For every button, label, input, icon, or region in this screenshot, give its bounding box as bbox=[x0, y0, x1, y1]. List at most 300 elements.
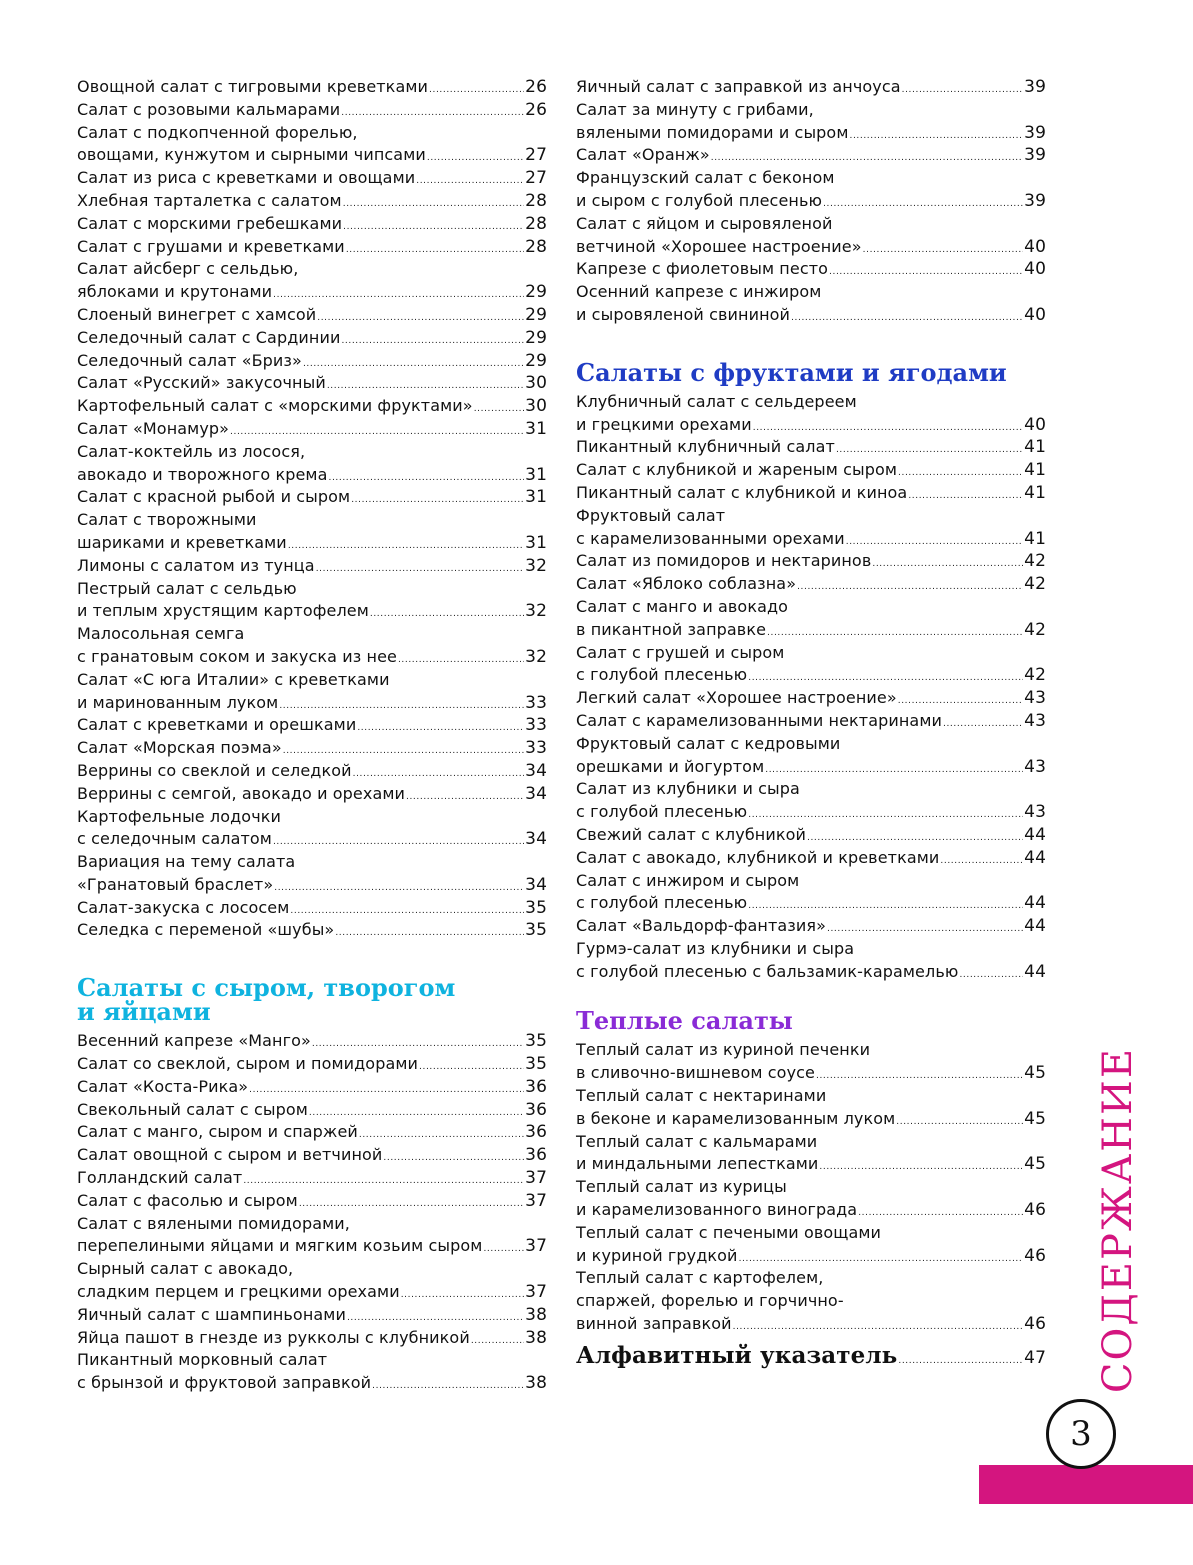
entry-line bbox=[576, 1290, 1046, 1313]
entry-line-with-page bbox=[576, 619, 1046, 642]
entry-page-number: 44 bbox=[1024, 961, 1046, 982]
entry-page-number: 40 bbox=[1024, 304, 1046, 325]
entry-title: Теплый салат с кальмарами bbox=[576, 1131, 818, 1151]
toc-entry[interactable] bbox=[576, 1222, 1046, 1268]
entry-line-with-page bbox=[576, 1062, 1046, 1085]
entry-page-number: 35 bbox=[525, 1054, 547, 1075]
entry-title: Салат с морскими гребешками bbox=[77, 213, 343, 233]
toc-entry[interactable] bbox=[576, 550, 1046, 573]
entry-line bbox=[77, 258, 547, 281]
entry-title: орешками и йогуртом bbox=[576, 756, 765, 776]
entry-page-number: 32 bbox=[525, 601, 547, 622]
toc-entry[interactable] bbox=[576, 76, 1046, 99]
dot-leader bbox=[406, 786, 524, 809]
entry-title: с карамелизованными орехами bbox=[576, 528, 845, 548]
entry-line-with-page bbox=[77, 190, 547, 213]
entry-line bbox=[576, 281, 1046, 304]
entry-title: Голландский салат bbox=[77, 1168, 243, 1188]
toc-entry[interactable] bbox=[576, 573, 1046, 596]
toc-entry[interactable] bbox=[77, 304, 547, 327]
toc-entry[interactable] bbox=[77, 623, 547, 669]
toc-entry[interactable] bbox=[576, 213, 1046, 259]
toc-entry[interactable] bbox=[77, 441, 547, 487]
entry-page-number: 42 bbox=[1024, 619, 1046, 640]
dot-leader bbox=[943, 713, 1023, 736]
entry-line-with-page bbox=[576, 1313, 1046, 1336]
entry-line-with-page bbox=[576, 550, 1046, 573]
entry-page-number: 44 bbox=[1024, 893, 1046, 914]
entry-line-with-page bbox=[576, 687, 1046, 710]
dot-leader bbox=[401, 1284, 524, 1307]
toc-entry[interactable] bbox=[576, 281, 1046, 327]
toc-entry[interactable] bbox=[77, 167, 547, 190]
section-heading-warm: Теплые салаты bbox=[576, 1006, 793, 1036]
toc-entry[interactable] bbox=[77, 555, 547, 578]
entry-page-number: 44 bbox=[1024, 916, 1046, 937]
entry-page-number: 36 bbox=[525, 1122, 547, 1143]
entry-title: Салат с манго, сыром и спаржей bbox=[77, 1122, 358, 1142]
page-number-band bbox=[979, 1465, 1193, 1504]
entry-page-number: 28 bbox=[525, 213, 547, 234]
toc-entry[interactable] bbox=[77, 1167, 547, 1190]
entry-title: Салат-коктейль из лосося, bbox=[77, 441, 306, 461]
dot-leader bbox=[328, 467, 524, 490]
toc-entry[interactable] bbox=[77, 1304, 547, 1327]
entry-page-number: 29 bbox=[525, 350, 547, 371]
entry-page-number: 33 bbox=[525, 738, 547, 759]
toc-left-column bbox=[77, 76, 547, 1395]
entry-page-number: 34 bbox=[525, 829, 547, 850]
dot-leader bbox=[816, 1065, 1023, 1088]
entry-line bbox=[576, 870, 1046, 893]
toc-entry[interactable] bbox=[77, 1053, 547, 1076]
entry-line bbox=[576, 778, 1046, 801]
entry-title: Салат с карамелизованными нектаринами bbox=[576, 710, 942, 730]
toc-entry[interactable] bbox=[77, 190, 547, 213]
entry-title: с гранатовым соком и закуска из нее bbox=[77, 646, 397, 666]
toc-entry[interactable] bbox=[576, 459, 1046, 482]
entry-page-number: 40 bbox=[1024, 236, 1046, 257]
toc-entry[interactable] bbox=[77, 1121, 547, 1144]
entry-title: Салат «Коста-Рика» bbox=[77, 1076, 249, 1096]
entry-page-number: 42 bbox=[1024, 574, 1046, 595]
side-label-text: СОДЕРЖАНИЕ bbox=[1095, 1046, 1141, 1394]
toc-entry[interactable] bbox=[77, 1190, 547, 1213]
entry-line-with-page bbox=[576, 304, 1046, 327]
entry-title: Салат с грушей и сыром bbox=[576, 642, 785, 662]
entry-title: Салат «Монамур» bbox=[77, 418, 230, 438]
toc-entry[interactable] bbox=[77, 1258, 547, 1304]
toc-entry[interactable] bbox=[576, 915, 1046, 938]
toc-entry[interactable] bbox=[576, 847, 1046, 870]
entry-line-with-page bbox=[576, 122, 1046, 145]
entry-line-with-page bbox=[77, 418, 547, 441]
entry-title: Пикантный морковный салат bbox=[77, 1350, 328, 1370]
entry-title: и сыром с голубой плесенью bbox=[576, 190, 823, 210]
entry-line-with-page bbox=[576, 710, 1046, 733]
dot-leader bbox=[858, 1202, 1023, 1225]
entry-title: Малосольная семга bbox=[77, 624, 245, 644]
entry-line-with-page bbox=[77, 1076, 547, 1099]
toc-list-right-a bbox=[576, 76, 1046, 327]
dot-leader bbox=[902, 79, 1024, 102]
entry-title: Овощной салат с тигровыми креветками bbox=[77, 77, 429, 96]
toc-entry[interactable] bbox=[77, 372, 547, 395]
entry-line-with-page bbox=[576, 144, 1046, 167]
toc-entry[interactable] bbox=[77, 258, 547, 304]
entry-page-number: 37 bbox=[525, 1236, 547, 1257]
toc-list-left-a bbox=[77, 76, 547, 942]
dot-leader bbox=[370, 603, 524, 626]
toc-entry[interactable] bbox=[576, 505, 1046, 551]
entry-page-number: 44 bbox=[1024, 824, 1046, 845]
entry-line-with-page bbox=[576, 436, 1046, 459]
toc-entry[interactable] bbox=[576, 710, 1046, 733]
toc-entry[interactable] bbox=[576, 99, 1046, 145]
entry-title: Селедочный салат с Сардинии bbox=[77, 327, 341, 347]
entry-title: Салат «Яблоко соблазна» bbox=[576, 574, 797, 594]
entry-page-number: 40 bbox=[1024, 414, 1046, 435]
entry-line-with-page bbox=[77, 737, 547, 760]
entry-line-with-page bbox=[77, 1281, 547, 1304]
entry-title: в пикантной заправке bbox=[576, 619, 767, 639]
entry-line-with-page bbox=[77, 213, 547, 236]
entry-line bbox=[576, 1176, 1046, 1199]
toc-entry[interactable] bbox=[576, 596, 1046, 642]
toc-entry[interactable] bbox=[576, 391, 1046, 437]
toc-entry[interactable] bbox=[576, 1267, 1046, 1335]
dot-leader bbox=[850, 125, 1024, 148]
entry-title: Веррины с семгой, авокадо и орехами bbox=[77, 783, 406, 803]
entry-line-with-page bbox=[77, 1190, 547, 1213]
entry-page-number: 34 bbox=[525, 874, 547, 895]
entry-title: Салат с вялеными помидорами, bbox=[77, 1213, 350, 1233]
section-gap bbox=[77, 942, 547, 972]
entry-title: Пикантный клубничный салат bbox=[576, 437, 835, 457]
entry-page-number: 42 bbox=[1024, 551, 1046, 572]
entry-line-with-page bbox=[77, 828, 547, 851]
section-gap bbox=[576, 327, 1046, 357]
toc-entry[interactable] bbox=[77, 806, 547, 852]
toc-entry[interactable] bbox=[576, 144, 1046, 167]
entry-line-with-page bbox=[576, 961, 1046, 984]
entry-page-number: 27 bbox=[525, 145, 547, 166]
entry-line bbox=[576, 391, 1046, 414]
toc-entry[interactable] bbox=[576, 1176, 1046, 1222]
entry-title: и теплым хрустящим картофелем bbox=[77, 601, 369, 621]
entry-line bbox=[77, 509, 547, 532]
dot-leader bbox=[316, 558, 524, 581]
entry-line bbox=[77, 122, 547, 145]
entry-title: Салат с яйцом и сыровяленой bbox=[576, 213, 833, 233]
entry-line bbox=[77, 1258, 547, 1281]
entry-title: Салат за минуту с грибами, bbox=[576, 99, 814, 119]
toc-entry[interactable] bbox=[576, 642, 1046, 688]
dot-leader bbox=[791, 307, 1023, 330]
entry-page-number: 37 bbox=[525, 1190, 547, 1211]
entry-line bbox=[77, 441, 547, 464]
entry-line bbox=[576, 505, 1046, 528]
toc-entry[interactable] bbox=[77, 897, 547, 920]
dot-leader bbox=[863, 239, 1024, 262]
dot-leader bbox=[351, 489, 524, 512]
entry-line-with-page bbox=[576, 236, 1046, 259]
toc-entry[interactable] bbox=[77, 783, 547, 806]
toc-entry[interactable] bbox=[77, 213, 547, 236]
entry-line bbox=[576, 213, 1046, 236]
toc-entry[interactable] bbox=[77, 236, 547, 259]
entry-title: Салат айсберг с сельдью, bbox=[77, 259, 299, 279]
entry-page-number: 45 bbox=[1024, 1063, 1046, 1084]
toc-entry[interactable] bbox=[77, 669, 547, 715]
toc-entry[interactable] bbox=[77, 1099, 547, 1122]
entry-line-with-page bbox=[77, 760, 547, 783]
dot-leader bbox=[765, 759, 1023, 782]
dot-leader bbox=[819, 1156, 1023, 1179]
entry-page-number: 45 bbox=[1024, 1108, 1046, 1129]
entry-title: Капрезе с фиолетовым песто bbox=[576, 259, 829, 279]
toc-entry[interactable] bbox=[77, 486, 547, 509]
toc-entry[interactable] bbox=[576, 870, 1046, 916]
entry-line-with-page bbox=[77, 714, 547, 737]
section-gap bbox=[576, 983, 1046, 1005]
entry-page-number: 44 bbox=[1024, 847, 1046, 868]
dot-leader bbox=[483, 1238, 524, 1261]
toc-entry[interactable] bbox=[77, 99, 547, 122]
entry-title: спаржей, форелью и горчично- bbox=[576, 1291, 844, 1311]
toc-entry[interactable] bbox=[77, 1030, 547, 1053]
entry-page-number: 26 bbox=[525, 99, 547, 120]
toc-entry[interactable] bbox=[77, 714, 547, 737]
dot-leader bbox=[898, 462, 1023, 485]
dot-leader bbox=[908, 485, 1023, 508]
entry-title: с голубой плесенью с бальзамик-карамелью bbox=[576, 961, 959, 981]
entry-line-with-page bbox=[77, 783, 547, 806]
toc-entry[interactable] bbox=[77, 851, 547, 897]
entry-title: Слоеный винегрет с хамсой bbox=[77, 304, 317, 324]
entry-title: Яичный салат с шампиньонами bbox=[77, 1304, 346, 1324]
dot-leader bbox=[273, 831, 524, 854]
toc-entry[interactable] bbox=[576, 778, 1046, 824]
entry-title: и грецкими орехами bbox=[576, 414, 752, 434]
entry-line-with-page bbox=[576, 459, 1046, 482]
entry-page-number: 47 bbox=[1024, 1347, 1046, 1368]
entry-title: Алфавитный указатель bbox=[576, 1341, 898, 1369]
entry-line-with-page bbox=[77, 692, 547, 715]
entry-line-with-page bbox=[77, 646, 547, 669]
dot-leader bbox=[341, 102, 524, 125]
entry-title: Теплый салат с печеными овощами bbox=[576, 1222, 882, 1242]
entry-title: Весенний капрезе «Манго» bbox=[77, 1031, 311, 1051]
dot-leader bbox=[474, 398, 524, 421]
toc-entry[interactable] bbox=[77, 1327, 547, 1350]
entry-page-number: 28 bbox=[525, 236, 547, 257]
entry-title: в беконе и карамелизованным луком bbox=[576, 1108, 896, 1128]
entry-title: с голубой плесенью bbox=[576, 802, 748, 822]
entry-line-with-page bbox=[77, 1099, 547, 1122]
entry-page-number: 37 bbox=[525, 1282, 547, 1303]
entry-title: Фруктовый салат bbox=[576, 505, 726, 525]
dot-leader bbox=[341, 330, 524, 353]
entry-title: с голубой плесенью bbox=[576, 665, 748, 685]
entry-title: Селедка с переменой «шубы» bbox=[77, 920, 335, 940]
dot-leader bbox=[317, 307, 524, 330]
entry-title: Салат с авокадо, клубникой и креветками bbox=[576, 847, 940, 867]
dot-leader bbox=[959, 964, 1023, 987]
entry-title: Теплый салат из курицы bbox=[576, 1177, 787, 1197]
dot-leader bbox=[427, 147, 524, 170]
entry-page-number: 36 bbox=[525, 1145, 547, 1166]
entry-title: ветчиной «Хорошее настроение» bbox=[576, 236, 862, 256]
entry-title: вялеными помидорами и сыром bbox=[576, 122, 849, 142]
toc-entry[interactable] bbox=[576, 824, 1046, 847]
toc-entry[interactable] bbox=[576, 687, 1046, 710]
entry-page-number: 41 bbox=[1024, 528, 1046, 549]
entry-line-with-page bbox=[77, 1327, 547, 1350]
entry-title: Салат овощной с сыром и ветчиной bbox=[77, 1145, 383, 1165]
toc-entry[interactable] bbox=[576, 1131, 1046, 1177]
entry-title: Гурмэ-салат из клубники и сыра bbox=[576, 938, 855, 958]
entry-line-with-page bbox=[77, 304, 547, 327]
entry-page-number: 43 bbox=[1024, 802, 1046, 823]
entry-line-with-page bbox=[576, 847, 1046, 870]
entry-line-with-page bbox=[77, 600, 547, 623]
entry-title: Салат «Русский» закусочный bbox=[77, 373, 326, 393]
entry-title: и сыровяленой свининой bbox=[576, 304, 791, 324]
toc-entry[interactable] bbox=[77, 327, 547, 350]
entry-line-with-page bbox=[77, 1167, 547, 1190]
entry-title: Сырный салат с авокадо, bbox=[77, 1259, 294, 1279]
heading-line: и яйцами bbox=[77, 997, 211, 1027]
entry-title: овощами, кунжутом и сырными чипсами bbox=[77, 145, 426, 165]
toc-entry[interactable] bbox=[77, 578, 547, 624]
toc-entry[interactable] bbox=[77, 1349, 547, 1395]
entry-title: Салат с грушами и креветками bbox=[77, 236, 345, 256]
toc-entry[interactable] bbox=[77, 76, 547, 99]
entry-title: Картофельный салат с «морскими фруктами» bbox=[77, 396, 473, 416]
entry-line-with-page bbox=[576, 482, 1046, 505]
toc-entry[interactable] bbox=[77, 1213, 547, 1259]
entry-line bbox=[576, 167, 1046, 190]
entry-line-with-page bbox=[576, 824, 1046, 847]
entry-title: Вариация на тему салата bbox=[77, 852, 296, 872]
toc-entry[interactable] bbox=[77, 1144, 547, 1167]
toc-entry[interactable] bbox=[576, 167, 1046, 213]
entry-title: Свежий салат с клубникой bbox=[576, 824, 807, 844]
entry-page-number: 36 bbox=[525, 1099, 547, 1120]
toc-list-right-b bbox=[576, 391, 1046, 984]
entry-title: Свекольный салат с сыром bbox=[77, 1099, 308, 1119]
entry-title: Салат с красной рыбой и сыром bbox=[77, 487, 351, 507]
toc-entry[interactable] bbox=[576, 258, 1046, 281]
entry-page-number: 40 bbox=[1024, 259, 1046, 280]
entry-title: Салат из клубники и сыра bbox=[576, 779, 800, 799]
entry-line-with-page bbox=[77, 395, 547, 418]
toc-entry[interactable] bbox=[77, 350, 547, 373]
toc-entry[interactable] bbox=[576, 1085, 1046, 1131]
entry-page-number: 42 bbox=[1024, 665, 1046, 686]
entry-page-number: 39 bbox=[1024, 122, 1046, 143]
toc-entry[interactable] bbox=[576, 482, 1046, 505]
toc-entry[interactable] bbox=[576, 733, 1046, 779]
dot-leader bbox=[872, 553, 1023, 576]
entry-page-number: 43 bbox=[1024, 710, 1046, 731]
entry-line-with-page bbox=[77, 919, 547, 942]
entry-page-number: 36 bbox=[525, 1076, 547, 1097]
entry-line-with-page bbox=[576, 892, 1046, 915]
entry-line-with-page bbox=[576, 76, 1046, 99]
toc-entry[interactable] bbox=[77, 418, 547, 441]
entry-page-number: 46 bbox=[1024, 1200, 1046, 1221]
entry-line-with-page bbox=[77, 555, 547, 578]
entry-title: Теплый салат с нектаринами bbox=[576, 1086, 827, 1106]
entry-page-number: 41 bbox=[1024, 460, 1046, 481]
toc-entry[interactable] bbox=[77, 919, 547, 942]
toc-entry[interactable] bbox=[576, 436, 1046, 459]
entry-page-number: 31 bbox=[525, 464, 547, 485]
entry-line bbox=[576, 642, 1046, 665]
entry-title: Салат с фасолью и сыром bbox=[77, 1190, 298, 1210]
section-heading-fruit: Салаты с фруктами и ягодами bbox=[576, 357, 1007, 387]
entry-title: Фруктовый салат с кедровыми bbox=[576, 733, 841, 753]
entry-page-number: 33 bbox=[525, 692, 547, 713]
entry-page-number: 46 bbox=[1024, 1245, 1046, 1266]
entry-title: Французский салат с беконом bbox=[576, 168, 835, 188]
toc-entry[interactable] bbox=[576, 938, 1046, 984]
entry-title: и куриной грудкой bbox=[576, 1245, 738, 1265]
toc-right-column bbox=[576, 76, 1046, 1376]
toc-entry[interactable] bbox=[77, 737, 547, 760]
toc-entry[interactable] bbox=[77, 122, 547, 168]
dot-leader bbox=[372, 1375, 524, 1398]
toc-entry[interactable] bbox=[77, 760, 547, 783]
entry-title: в сливочно-вишневом соусе bbox=[576, 1063, 815, 1083]
entry-line-with-page bbox=[77, 874, 547, 897]
toc-entry[interactable] bbox=[77, 395, 547, 418]
dot-leader bbox=[827, 918, 1023, 941]
entry-title: винной заправкой bbox=[576, 1314, 732, 1334]
dot-leader bbox=[419, 1056, 524, 1079]
entry-page-number: 35 bbox=[525, 1031, 547, 1052]
heading-line: Салаты с сыром, творогом bbox=[77, 973, 456, 1003]
dot-leader bbox=[823, 193, 1023, 216]
entry-page-number: 28 bbox=[525, 190, 547, 211]
entry-page-number: 41 bbox=[1024, 482, 1046, 503]
entry-line bbox=[576, 1131, 1046, 1154]
entry-page-number: 29 bbox=[525, 327, 547, 348]
entry-page-number: 39 bbox=[1024, 190, 1046, 211]
entry-line bbox=[77, 578, 547, 601]
toc-entry[interactable] bbox=[77, 1076, 547, 1099]
entry-title: Теплый салат с картофелем, bbox=[576, 1268, 824, 1288]
entry-title: перепелиными яйцами и мягким козьим сыром bbox=[77, 1236, 483, 1256]
side-section-label bbox=[1063, 1046, 1173, 1394]
entry-page-number: 46 bbox=[1024, 1314, 1046, 1335]
entry-title: «Гранатовый браслет» bbox=[77, 874, 274, 894]
entry-line-with-page bbox=[576, 190, 1046, 213]
entry-page-number: 39 bbox=[1024, 77, 1046, 97]
entry-line bbox=[77, 669, 547, 692]
toc-entry[interactable] bbox=[77, 509, 547, 555]
dot-leader bbox=[383, 1147, 524, 1170]
entry-line-with-page bbox=[77, 281, 547, 304]
entry-line-with-page bbox=[77, 486, 547, 509]
toc-entry-alphabet-index[interactable] bbox=[576, 1336, 1046, 1376]
dot-leader bbox=[343, 193, 524, 216]
toc-entry[interactable] bbox=[576, 1039, 1046, 1085]
entry-line-with-page bbox=[77, 167, 547, 190]
entry-line bbox=[77, 851, 547, 874]
